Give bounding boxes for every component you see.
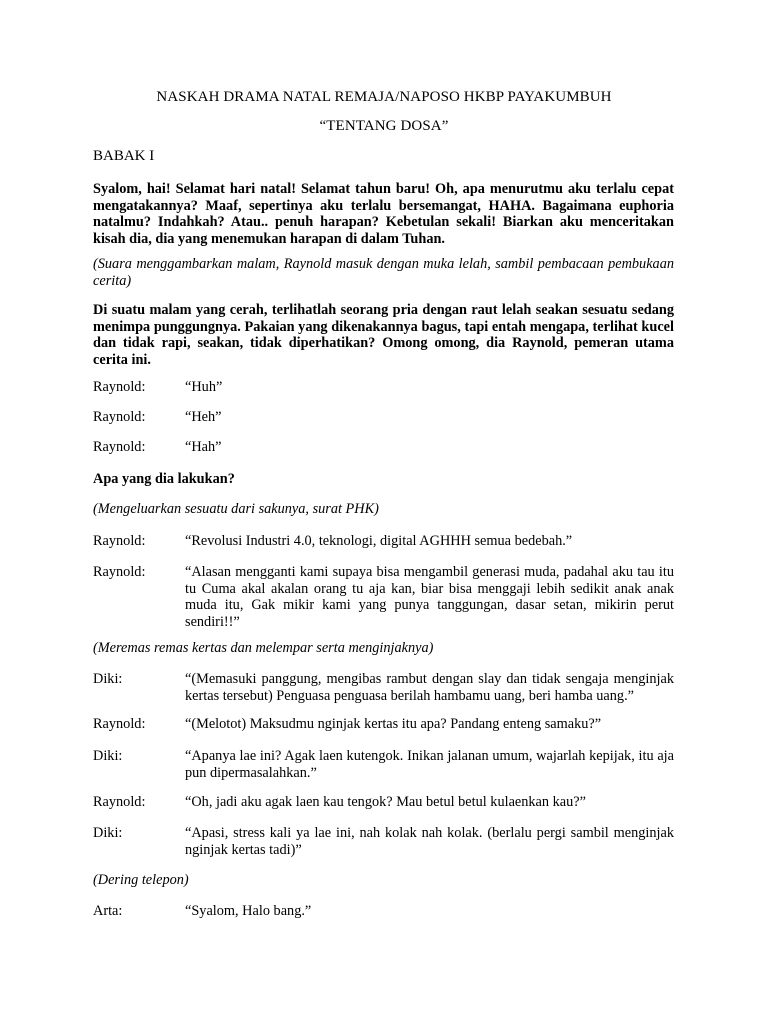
speech-text: “Heh”: [185, 409, 222, 425]
stage-direction-letter: (Mengeluarkan sesuatu dari sakunya, surat PHK): [93, 501, 379, 517]
speaker-name: Raynold:: [93, 533, 146, 549]
speech-text: “Apasi, stress kali ya lae ini, nah kolak nah kolak. (berlalu pergi sambil menginjak nginjak kertas tadi)”: [185, 825, 674, 858]
section-heading: BABAK I: [93, 148, 155, 164]
speaker-name: Raynold:: [93, 379, 146, 395]
speaker-name: Diki:: [93, 825, 123, 841]
speaker-name: Raynold:: [93, 439, 146, 455]
speech-text: “Apanya lae ini? Agak laen kutengok. Inikan jalanan umum, wajarlah kepijak, itu aja pun dipermasalahkan.”: [185, 748, 674, 781]
speech-text: “Syalom, Halo bang.”: [185, 903, 312, 919]
speech-text: “(Memasuki panggung, mengibas rambut dengan slay dan tidak sengaja menginjak kertas tersebut) Penguasa penguasa berilah hambamu uang, beri hamba uang.”: [185, 671, 674, 704]
speaker-name: Arta:: [93, 903, 123, 919]
speech-text: “Huh”: [185, 379, 223, 395]
stage-direction-phone: (Dering telepon): [93, 872, 189, 888]
speech-text: “Alasan mengganti kami supaya bisa mengambil generasi muda, padahal aku tau itu tu Cuma akal akalan orang tu aja kan, biar bisa menggaji lebih sedikit anak anak muda itu, Gak mikir kami yang punya tanggungan, dasar setan, mikirin perut sendiri!!”: [185, 564, 674, 630]
speech-text: “Hah”: [185, 439, 222, 455]
stage-direction-opening: (Suara menggambarkan malam, Raynold masuk dengan muka lelah, sambil pembacaan pembukaan cerita): [93, 256, 674, 289]
speech-text: “Oh, jadi aku agak laen kau tengok? Mau betul betul kulaenkan kau?”: [185, 794, 586, 810]
speaker-name: Raynold:: [93, 716, 146, 732]
speech-text: “(Melotot) Maksudmu nginjak kertas itu apa? Pandang enteng samaku?”: [185, 716, 602, 732]
speech-text: “Revolusi Industri 4.0, teknologi, digital AGHHH semua bedebah.”: [185, 533, 573, 549]
document-subtitle: “TENTANG DOSA”: [319, 118, 449, 134]
speaker-name: Diki:: [93, 748, 123, 764]
narration-raynold-intro: Di suatu malam yang cerah, terlihatlah seorang pria dengan raut lelah seakan sesuatu sedang menimpa punggungnya. Pakaian yang dikenakannya bagus, tapi entah mengapa, terlihat kucel dan tidak rapi, seakan, tidak diperhatikan? Omong omong, dia Raynold, pemeran utama cerita ini.: [93, 302, 674, 368]
document-title: NASKAH DRAMA NATAL REMAJA/NAPOSO HKBP PAYAKUMBUH: [156, 89, 612, 105]
narration-opening: Syalom, hai! Selamat hari natal! Selamat tahun baru! Oh, apa menurutmu aku terlalu cepat mengatakannya? Maaf, sepertinya aku terlalu bersemangat, HAHA. Bagaimana euphoria natalmu? Indahkah? Atau.. penuh harapan? Kebetulan sekali! Biarkan aku menceritakan kisah dia, dia yang menemukan harapan di dalam Tuhan.: [93, 181, 674, 247]
speaker-name: Raynold:: [93, 794, 146, 810]
stage-direction-paper: (Meremas remas kertas dan melempar serta menginjaknya): [93, 640, 434, 656]
speaker-name: Raynold:: [93, 409, 146, 425]
narration-question: Apa yang dia lakukan?: [93, 471, 235, 487]
speaker-name: Diki:: [93, 671, 123, 687]
speaker-name: Raynold:: [93, 564, 146, 580]
